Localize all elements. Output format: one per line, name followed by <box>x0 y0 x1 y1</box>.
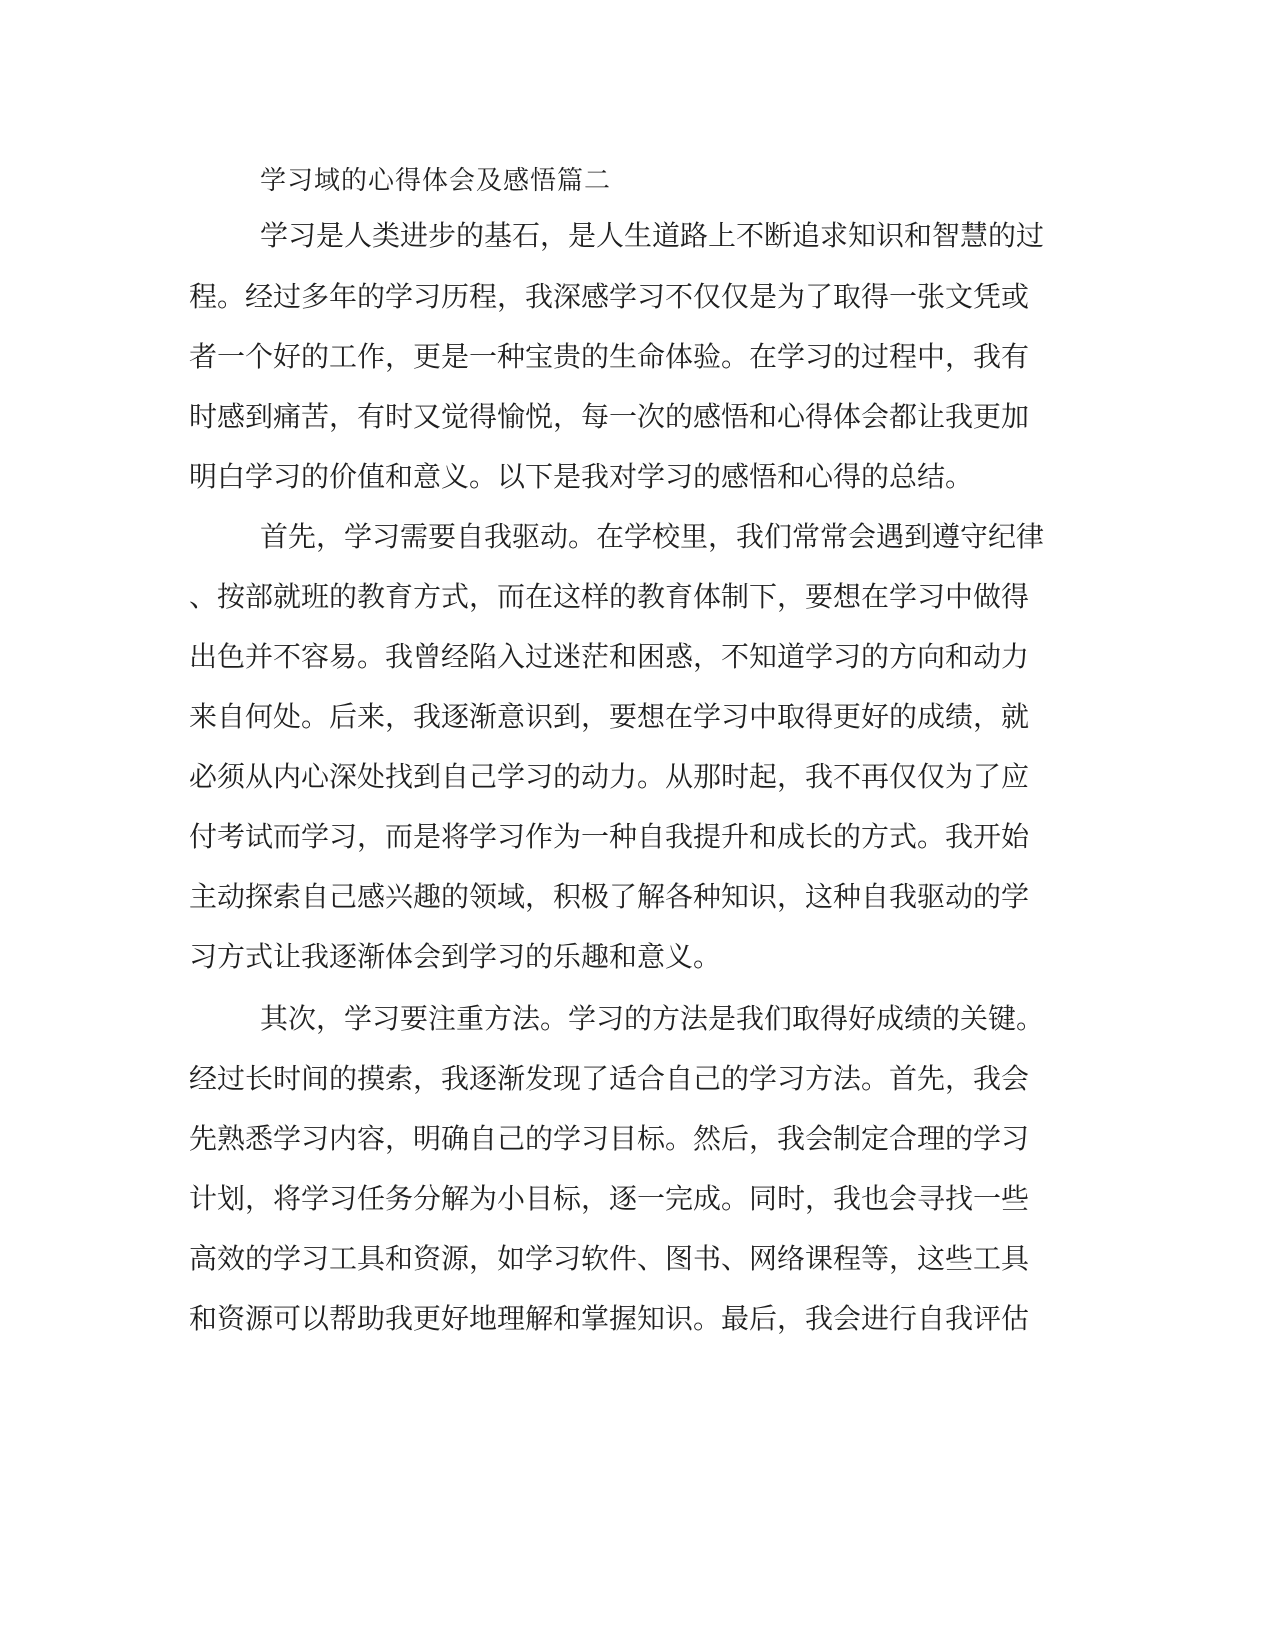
paragraph-2-line-1: 首先，学习需要自我驱动。在学校里，我们常常会遇到遵守纪律 <box>260 520 1045 553</box>
paragraph-3-line-5: 高效的学习工具和资源，如学习软件、图书、网络课程等，这些工具 <box>189 1242 1030 1275</box>
paragraph-3-line-4: 计划，将学习任务分解为小目标，逐一完成。同时，我也会寻找一些 <box>189 1182 1030 1215</box>
paragraph-2-line-7: 主动探索自己感兴趣的领域，积极了解各种知识，这种自我驱动的学 <box>189 880 1030 913</box>
paragraph-2-line-2: 、按部就班的教育方式，而在这样的教育体制下，要想在学习中做得 <box>189 580 1030 613</box>
paragraph-3-line-2: 经过长时间的摸索，我逐渐发现了适合自己的学习方法。首先，我会 <box>189 1062 1030 1095</box>
paragraph-1-line-5: 明白学习的价值和意义。以下是我对学习的感悟和心得的总结。 <box>189 460 974 493</box>
paragraph-1-line-3: 者一个好的工作，更是一种宝贵的生命体验。在学习的过程中，我有 <box>189 340 1030 373</box>
paragraph-3-line-1: 其次，学习要注重方法。学习的方法是我们取得好成绩的关键。 <box>260 1002 1045 1035</box>
paragraph-1-line-1: 学习是人类进步的基石，是人生道路上不断追求知识和智慧的过 <box>260 219 1045 252</box>
paragraph-3-line-6: 和资源可以帮助我更好地理解和掌握知识。最后，我会进行自我评估 <box>189 1302 1030 1335</box>
paragraph-2-line-3: 出色并不容易。我曾经陷入过迷茫和困惑，不知道学习的方向和动力 <box>189 640 1030 673</box>
paragraph-3-line-3: 先熟悉学习内容，明确自己的学习目标。然后，我会制定合理的学习 <box>189 1122 1030 1155</box>
paragraph-1-line-2: 程。经过多年的学习历程，我深感学习不仅仅是为了取得一张文凭或 <box>189 280 1030 313</box>
document-title: 学习域的心得体会及感悟篇二 <box>260 166 612 196</box>
paragraph-2-line-8: 习方式让我逐渐体会到学习的乐趣和意义。 <box>189 940 722 973</box>
paragraph-2-line-4: 来自何处。后来，我逐渐意识到，要想在学习中取得更好的成绩，就 <box>189 700 1030 733</box>
paragraph-2-line-6: 付考试而学习，而是将学习作为一种自我提升和成长的方式。我开始 <box>189 820 1030 853</box>
paragraph-2-line-5: 必须从内心深处找到自己学习的动力。从那时起，我不再仅仅为了应 <box>189 760 1030 793</box>
paragraph-1-line-4: 时感到痛苦，有时又觉得愉悦，每一次的感悟和心得体会都让我更加 <box>189 400 1030 433</box>
